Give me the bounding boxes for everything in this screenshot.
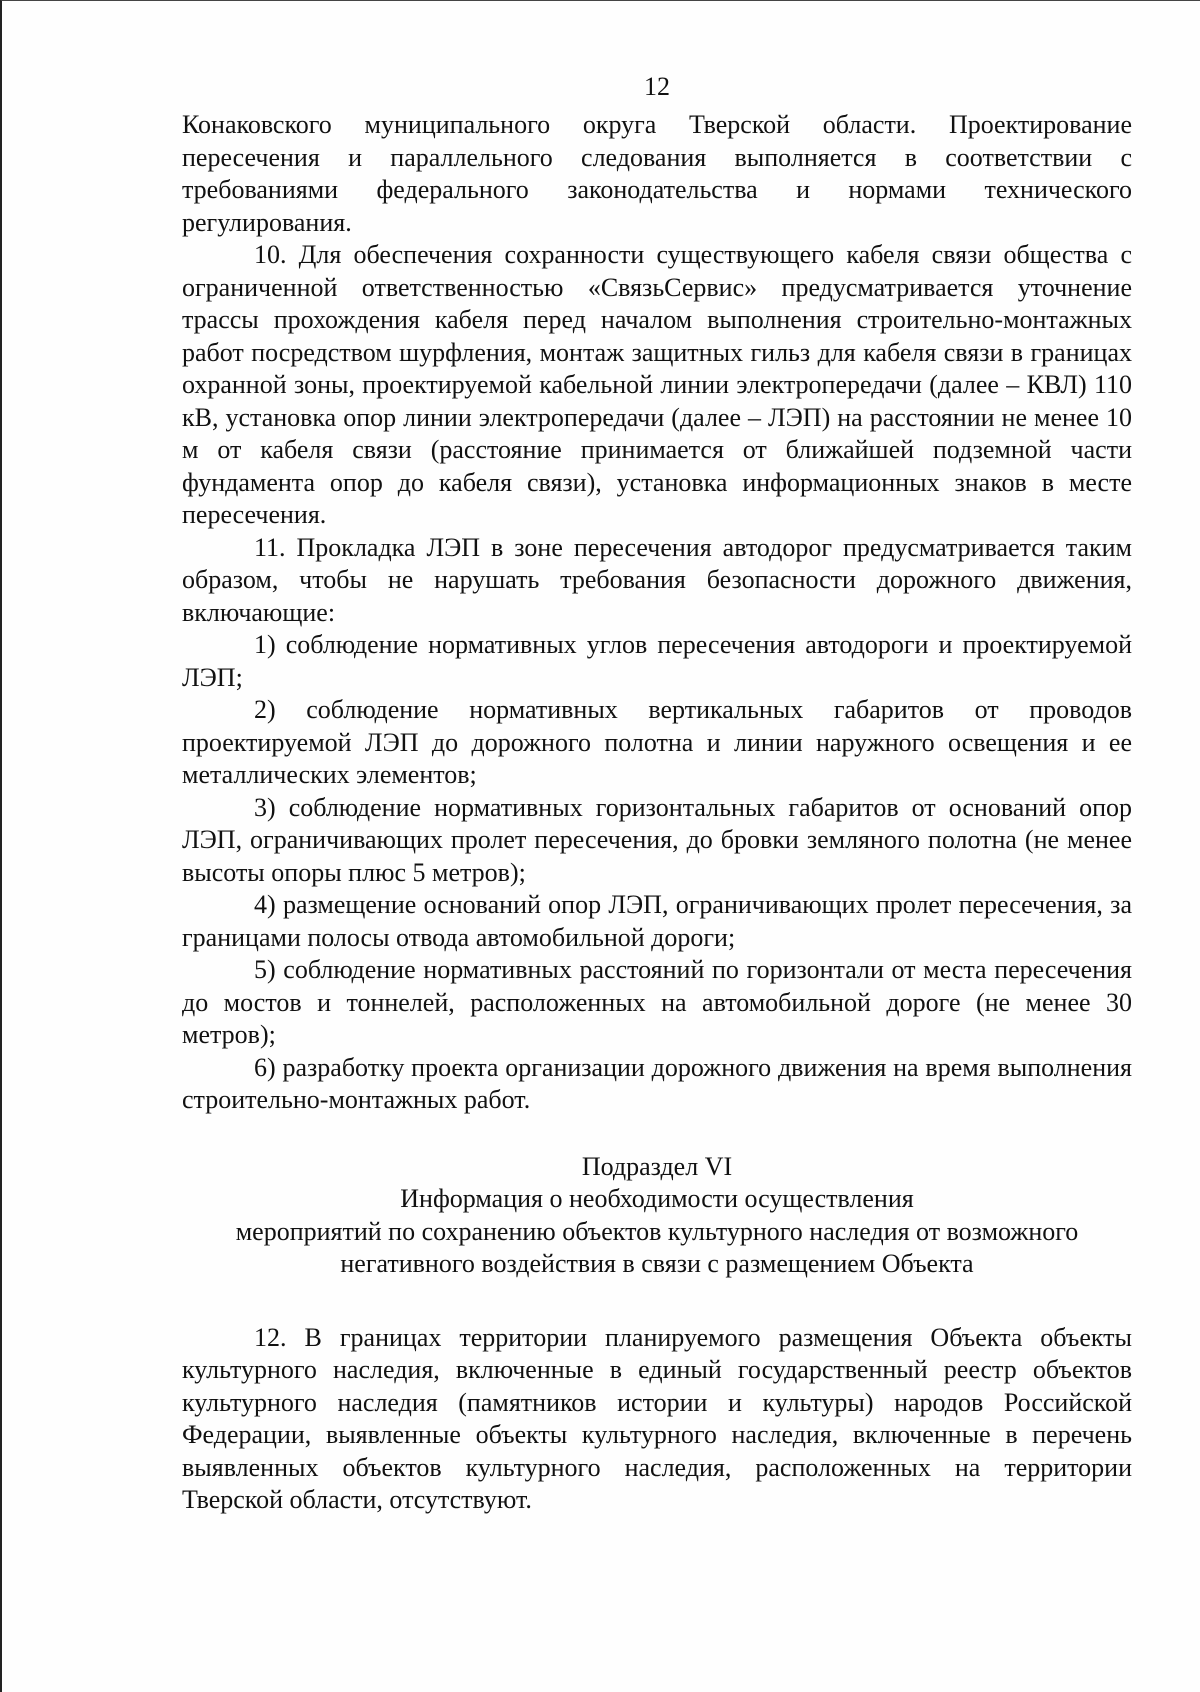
page-number: 12 (644, 72, 670, 101)
list-item-1: 1) соблюдение нормативных углов пересечения автодороги и проектируемой ЛЭП; (182, 630, 1132, 692)
document-body (182, 71, 1132, 1517)
list-item-6: 6) разработку проекта организации дорожного движения на время выполнения строительно-монтажных работ. (182, 1052, 1132, 1114)
section-subtitle-line-2: мероприятий по сохранению объектов культурного наследия от возможного (235, 1216, 1079, 1246)
list-item-4: 4) размещение оснований опор ЛЭП, ограничивающих пролет пересечения, за границами полосы отвода автомобильной дороги; (182, 890, 1132, 952)
paragraph-continuation: Конаковского муниципального округа Тверской области. Проектирование пересечения и параллельного следования выполняется в соответствии с требованиями федерального законодательства и нормами технического регулирования. (182, 110, 1132, 237)
paragraph-12: 12. В границах территории планируемого размещения Объекта объекты культурного наследия, включенные в единый государственный реестр объектов культурного наследия (памятников истории и культуры) народов Российской Федерации, выявленные объекты культурного наследия, включенные в перечень выявленных объектов культурного наследия, расположенных на территории Тверской области, отсутствуют. (182, 1322, 1132, 1514)
list-item-2: 2) соблюдение нормативных вертикальных габаритов от проводов проектируемой ЛЭП до дорожного полотна и линии наружного освещения и ее металлических элементов; (182, 695, 1132, 789)
list-item-5: 5) соблюдение нормативных расстояний по горизонтали от места пересечения до мостов и тоннелей, расположенных на автомобильной дороге (не менее 30 метров); (182, 955, 1132, 1049)
paragraph-11: 11. Прокладка ЛЭП в зоне пересечения автодорог предусматривается таким образом, чтобы не нарушать требования безопасности дорожного движения, включающие: (182, 532, 1132, 627)
section-heading (182, 1151, 1132, 1281)
section-subtitle-line-1: Информация о необходимости осуществления (400, 1184, 914, 1213)
section-title: Подраздел VI (581, 1151, 733, 1181)
list-item-3: 3) соблюдение нормативных горизонтальных габаритов от оснований опор ЛЭП, ограничивающих пролет пересечения, до бровки земляного полотна (не менее высоты опоры плюс 5 метров); (182, 792, 1132, 887)
section-subtitle-line-3: негативного воздействия в связи с размещением Объекта (340, 1249, 974, 1278)
paragraph-10: 10. Для обеспечения сохранности существующего кабеля связи общества с ограниченной ответственностью «СвязьСервис» предусматривается уточнение трассы прохождения кабеля перед началом выполнения строительно-монтажных работ посредством шурфления, монтаж защитных гильз для кабеля связи в границах охранной зоны, проектируемой кабельной линии электропередачи (далее – КВЛ) 110 кВ, установка опор линии электропередачи (далее – ЛЭП) на расстоянии не менее 10 м от кабеля связи (расстояние принимается от ближайшей подземной части фундамента опор до кабеля связи), установка информационных знаков в месте пересечения. (182, 240, 1132, 529)
